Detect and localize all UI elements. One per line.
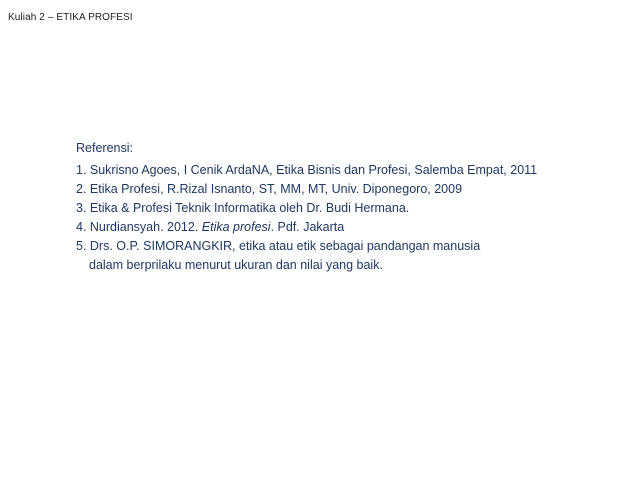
reference-item-4-italic-title: Etika profesi — [201, 220, 271, 234]
reference-item-4 — [76, 218, 537, 237]
reference-item-4-prefix: 4. Nurdiansyah. 2012. — [76, 220, 202, 234]
reference-item-5-continuation: dalam berprilaku menurut ukuran dan nilai yang baik. — [89, 258, 383, 272]
reference-item-1: 1. Sukrisno Agoes, I Cenik ArdaNA, Etika Bisnis dan Profesi, Salemba Empat, 2011 — [76, 163, 538, 177]
references-title: Referensi: — [76, 141, 133, 155]
references-block — [76, 139, 537, 275]
slide-header-title: Kuliah 2 – ETIKA PROFESI — [8, 12, 133, 23]
reference-item-3: 3. Etika & Profesi Teknik Informatika oleh Dr. Budi Hermana. — [76, 201, 410, 215]
reference-item-4-suffix: . Pdf. Jakarta — [270, 220, 345, 234]
reference-item-5: 5. Drs. O.P. SIMORANGKIR, etika atau etik sebagai pandangan manusia — [76, 239, 481, 253]
reference-item-2: 2. Etika Profesi, R.Rizal Isnanto, ST, MM, MT, Univ. Diponegoro, 2009 — [76, 182, 463, 196]
